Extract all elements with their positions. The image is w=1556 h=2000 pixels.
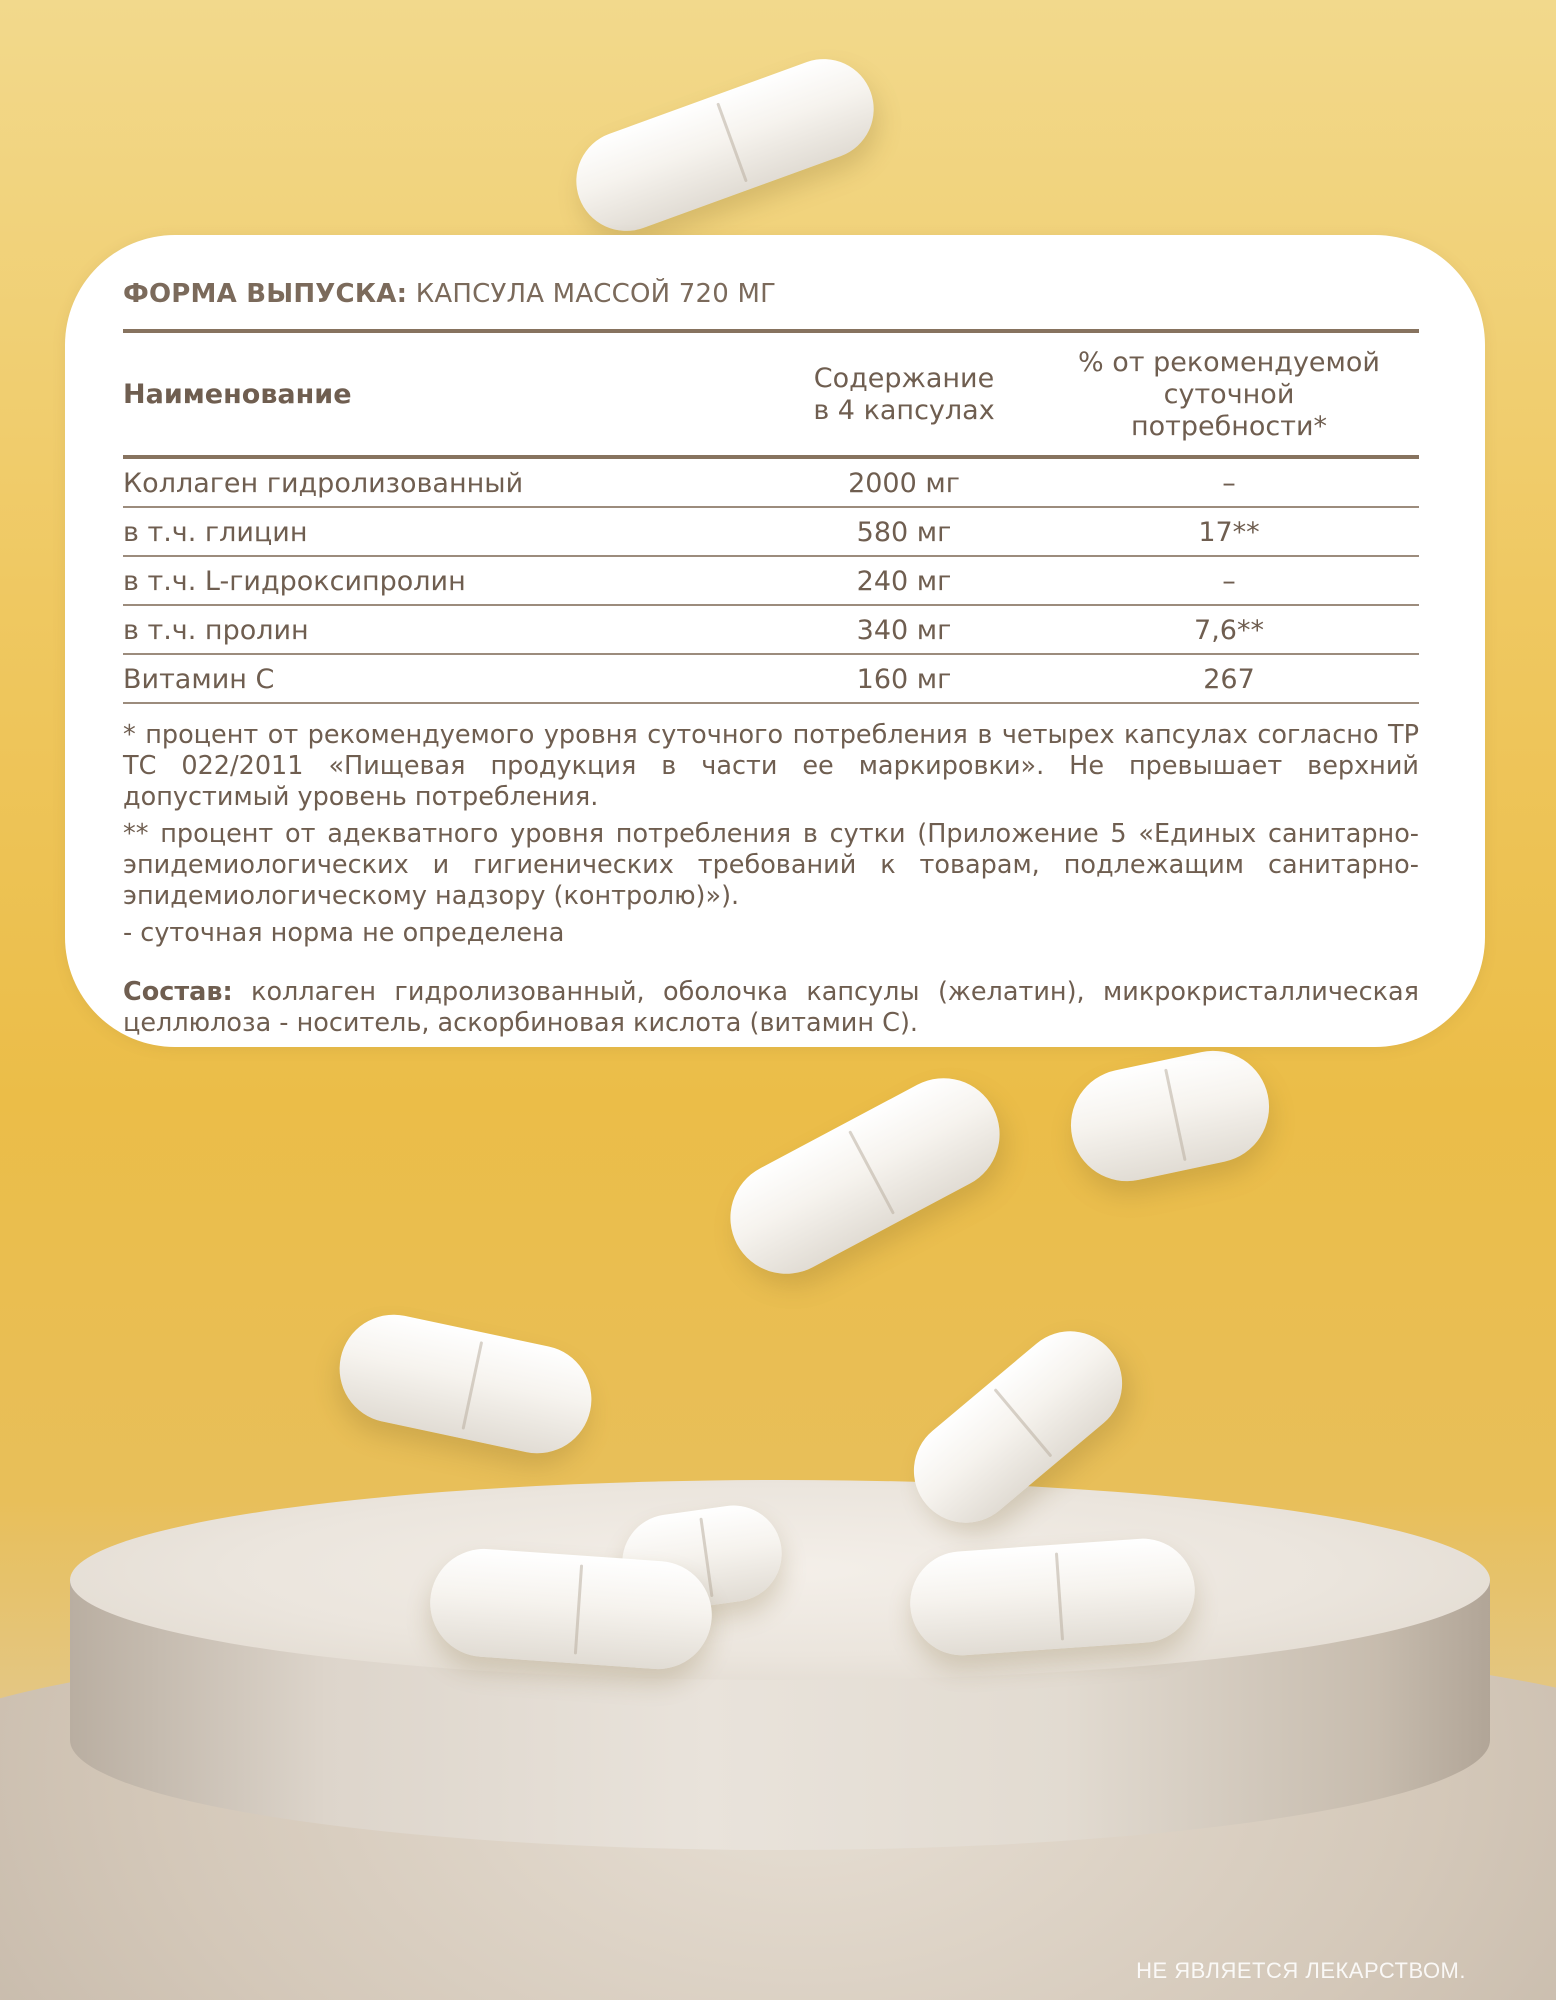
row-percent: 267 — [1203, 663, 1255, 695]
capsule-image — [907, 1535, 1199, 1659]
composition-label: Состав: — [123, 977, 233, 1007]
row-name: Коллаген гидролизованный — [123, 467, 524, 499]
capsule-image — [330, 1305, 602, 1464]
column-header-name: Наименование — [123, 379, 352, 410]
footnote-double-asterisk: ** процент от адекватного уровня потребления в сутки (Приложение 5 «Единых санитарно-эпидемиологических и гигиенических требований к товарам, подлежащим санитарно-эпидемиологическому надзору (контролю)»). — [123, 819, 1419, 911]
info-card — [65, 235, 1485, 1047]
column-header-amount — [769, 331, 1039, 457]
release-form-value: КАПСУЛА МАССОЙ 720 МГ — [415, 279, 777, 309]
nutrition-table — [123, 329, 1419, 704]
composition-text: коллаген гидролизованный, оболочка капсулы (желатин), микрокристаллическая целлюлоза - носитель, аскорбиновая кислота (витамин С). — [123, 977, 1419, 1038]
info-card-content — [123, 279, 1419, 1039]
row-percent: – — [1222, 467, 1236, 499]
capsule-image — [562, 45, 888, 245]
capsule-image — [1061, 1040, 1280, 1191]
composition — [123, 977, 1419, 1039]
podium-top — [70, 1480, 1490, 1680]
table-header-row — [123, 331, 1419, 457]
row-percent: – — [1222, 565, 1236, 597]
column-header-amount-text: Содержание в 4 капсулах — [813, 363, 995, 426]
table-row — [123, 556, 1419, 605]
row-amount: 240 мг — [856, 565, 952, 597]
table-row — [123, 605, 1419, 654]
row-name: в т.ч. глицин — [123, 516, 308, 548]
row-name: в т.ч. L-гидроксипролин — [123, 565, 466, 597]
row-amount: 340 мг — [856, 614, 952, 646]
release-form-title — [123, 279, 1419, 309]
row-name: в т.ч. пролин — [123, 614, 309, 646]
row-amount: 580 мг — [856, 516, 952, 548]
release-form-label: ФОРМА ВЫПУСКА: — [123, 279, 408, 309]
nutrition-table-body — [123, 457, 1419, 703]
footnote-dash: - суточная норма не определена — [123, 918, 565, 948]
footnote-single-asterisk: * процент от рекомендуемого уровня суточного потребления в четырех капсулах согласно ТР ТС 022/2011 «Пищевая продукция в части ее маркировки». Не превышает верхний допустимый уровень потребления. — [123, 720, 1419, 812]
capsule-image — [427, 1545, 716, 1672]
row-name: Витамин С — [123, 663, 275, 695]
not-a-medicine-disclaimer: НЕ ЯВЛЯЕТСЯ ЛЕКАРСТВОМ. — [1136, 1958, 1466, 1983]
row-percent: 17** — [1198, 516, 1260, 548]
nutrition-table-header — [123, 331, 1419, 457]
row-amount: 160 мг — [856, 663, 952, 695]
table-row — [123, 654, 1419, 703]
table-row — [123, 507, 1419, 556]
capsule-image — [711, 1058, 1020, 1293]
footnotes — [123, 720, 1419, 949]
column-header-percent-text: % от рекомендуемой суточной потребности* — [1078, 347, 1380, 442]
row-percent: 7,6** — [1194, 614, 1264, 646]
table-row — [123, 457, 1419, 507]
column-header-percent — [1039, 331, 1419, 457]
row-amount: 2000 мг — [848, 467, 960, 499]
